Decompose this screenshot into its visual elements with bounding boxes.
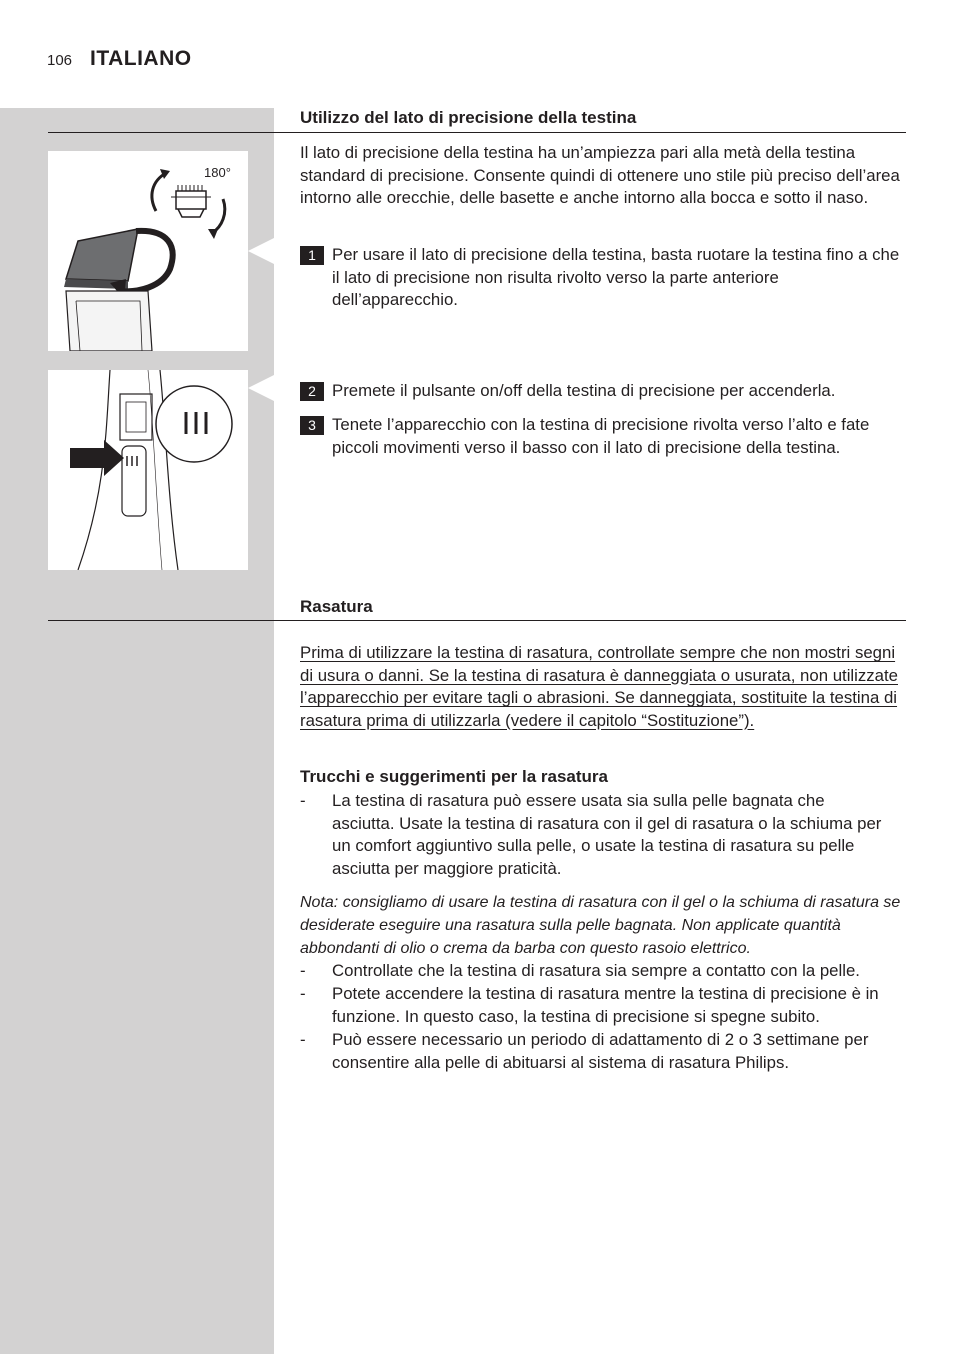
bullet-dash: - — [300, 961, 306, 980]
bullet-dash: - — [300, 791, 306, 810]
shaving-warning — [300, 642, 900, 732]
rotation-label: 180° — [204, 165, 231, 180]
section-title-shaving: Rasatura — [300, 597, 373, 616]
bullet-text: Controllate che la testina di rasatura sia sempre a contatto con la pelle. — [332, 961, 860, 980]
bullet-text: La testina di rasatura può essere usata sia sulla pelle bagnata che asciutta. Usate la testina di rasatura con il gel di rasatura o la schiuma per un comfort aggiuntivo sulla pelle, o usate la testina di rasatura su pelle asciutta per maggiore praticità. — [332, 791, 882, 878]
tips-bullet-1 — [300, 790, 890, 880]
section-divider — [48, 620, 906, 621]
step-3 — [300, 414, 906, 459]
bullet-dash: - — [300, 1030, 306, 1049]
press-button-illustration — [48, 370, 248, 570]
step-1 — [300, 244, 906, 312]
rotate-head-illustration — [48, 151, 248, 351]
figure-rotate-head — [48, 151, 248, 351]
precision-intro: Il lato di precisione della testina ha un’ampiezza pari alla metà della testina standard di precisione. Consente quindi di ottenere uno stile più preciso dell’area intorno alle orecchie, delle basette e anche intorno alla bocca e sotto il naso. — [300, 143, 900, 207]
step-text: Tenete l’apparecchio con la testina di precisione rivolta verso l’alto e fate piccoli movimenti verso il basso con il lato di precisione della testina. — [332, 415, 870, 457]
section-title-precision: Utilizzo del lato di precisione della testina — [300, 108, 637, 127]
tips-bullet-4 — [300, 1029, 890, 1074]
step-number: 2 — [300, 382, 324, 401]
step-text: Premete il pulsante on/off della testina di precisione per accenderla. — [332, 381, 836, 400]
section-divider — [48, 132, 906, 133]
step-number: 3 — [300, 416, 324, 435]
figure-press-button — [48, 370, 248, 570]
bullet-text: Può essere necessario un periodo di adattamento di 2 o 3 settimane per consentire alla pelle di abituarsi al sistema di rasatura Philips. — [332, 1030, 869, 1072]
shaving-note: Nota: consigliamo di usare la testina di rasatura con il gel o la schiuma di rasatura se desiderate eseguire una rasatura sulla pelle bagnata. Non applicate quantità abbondanti di olio o crema da barba con questo rasoio elettrico. — [300, 894, 901, 957]
language-title: ITALIANO — [90, 47, 192, 70]
bullet-text: Potete accendere la testina di rasatura mentre la testina di precisione è in funzione. In questo caso, la testina di precisione si spegne subito. — [332, 984, 879, 1026]
tips-bullet-3 — [300, 983, 910, 1028]
pointer-figure2 — [248, 375, 274, 401]
pointer-figure1 — [248, 238, 274, 264]
page-number: 106 — [47, 52, 73, 69]
step-number: 1 — [300, 246, 324, 265]
warning-text: Prima di utilizzare la testina di rasatura, controllate sempre che non mostri segni di usura o danni. Se la testina di rasatura è danneggiata o usurata, non utilizzate l’apparecchio per evitare tagli o abrasioni. Se danneggiata, sostituite la testina di rasatura prima di utilizzarla (vedere il capitolo “Sostituzione”). — [300, 643, 898, 730]
tips-title: Trucchi e suggerimenti per la rasatura — [300, 767, 609, 786]
bullet-dash: - — [300, 984, 306, 1003]
tips-bullet-2 — [300, 960, 910, 983]
step-2 — [300, 380, 906, 403]
step-text: Per usare il lato di precisione della testina, basta ruotare la testina fino a che il lato di precisione non risulta rivolto verso la parte anteriore dell’apparecchio. — [332, 245, 900, 309]
